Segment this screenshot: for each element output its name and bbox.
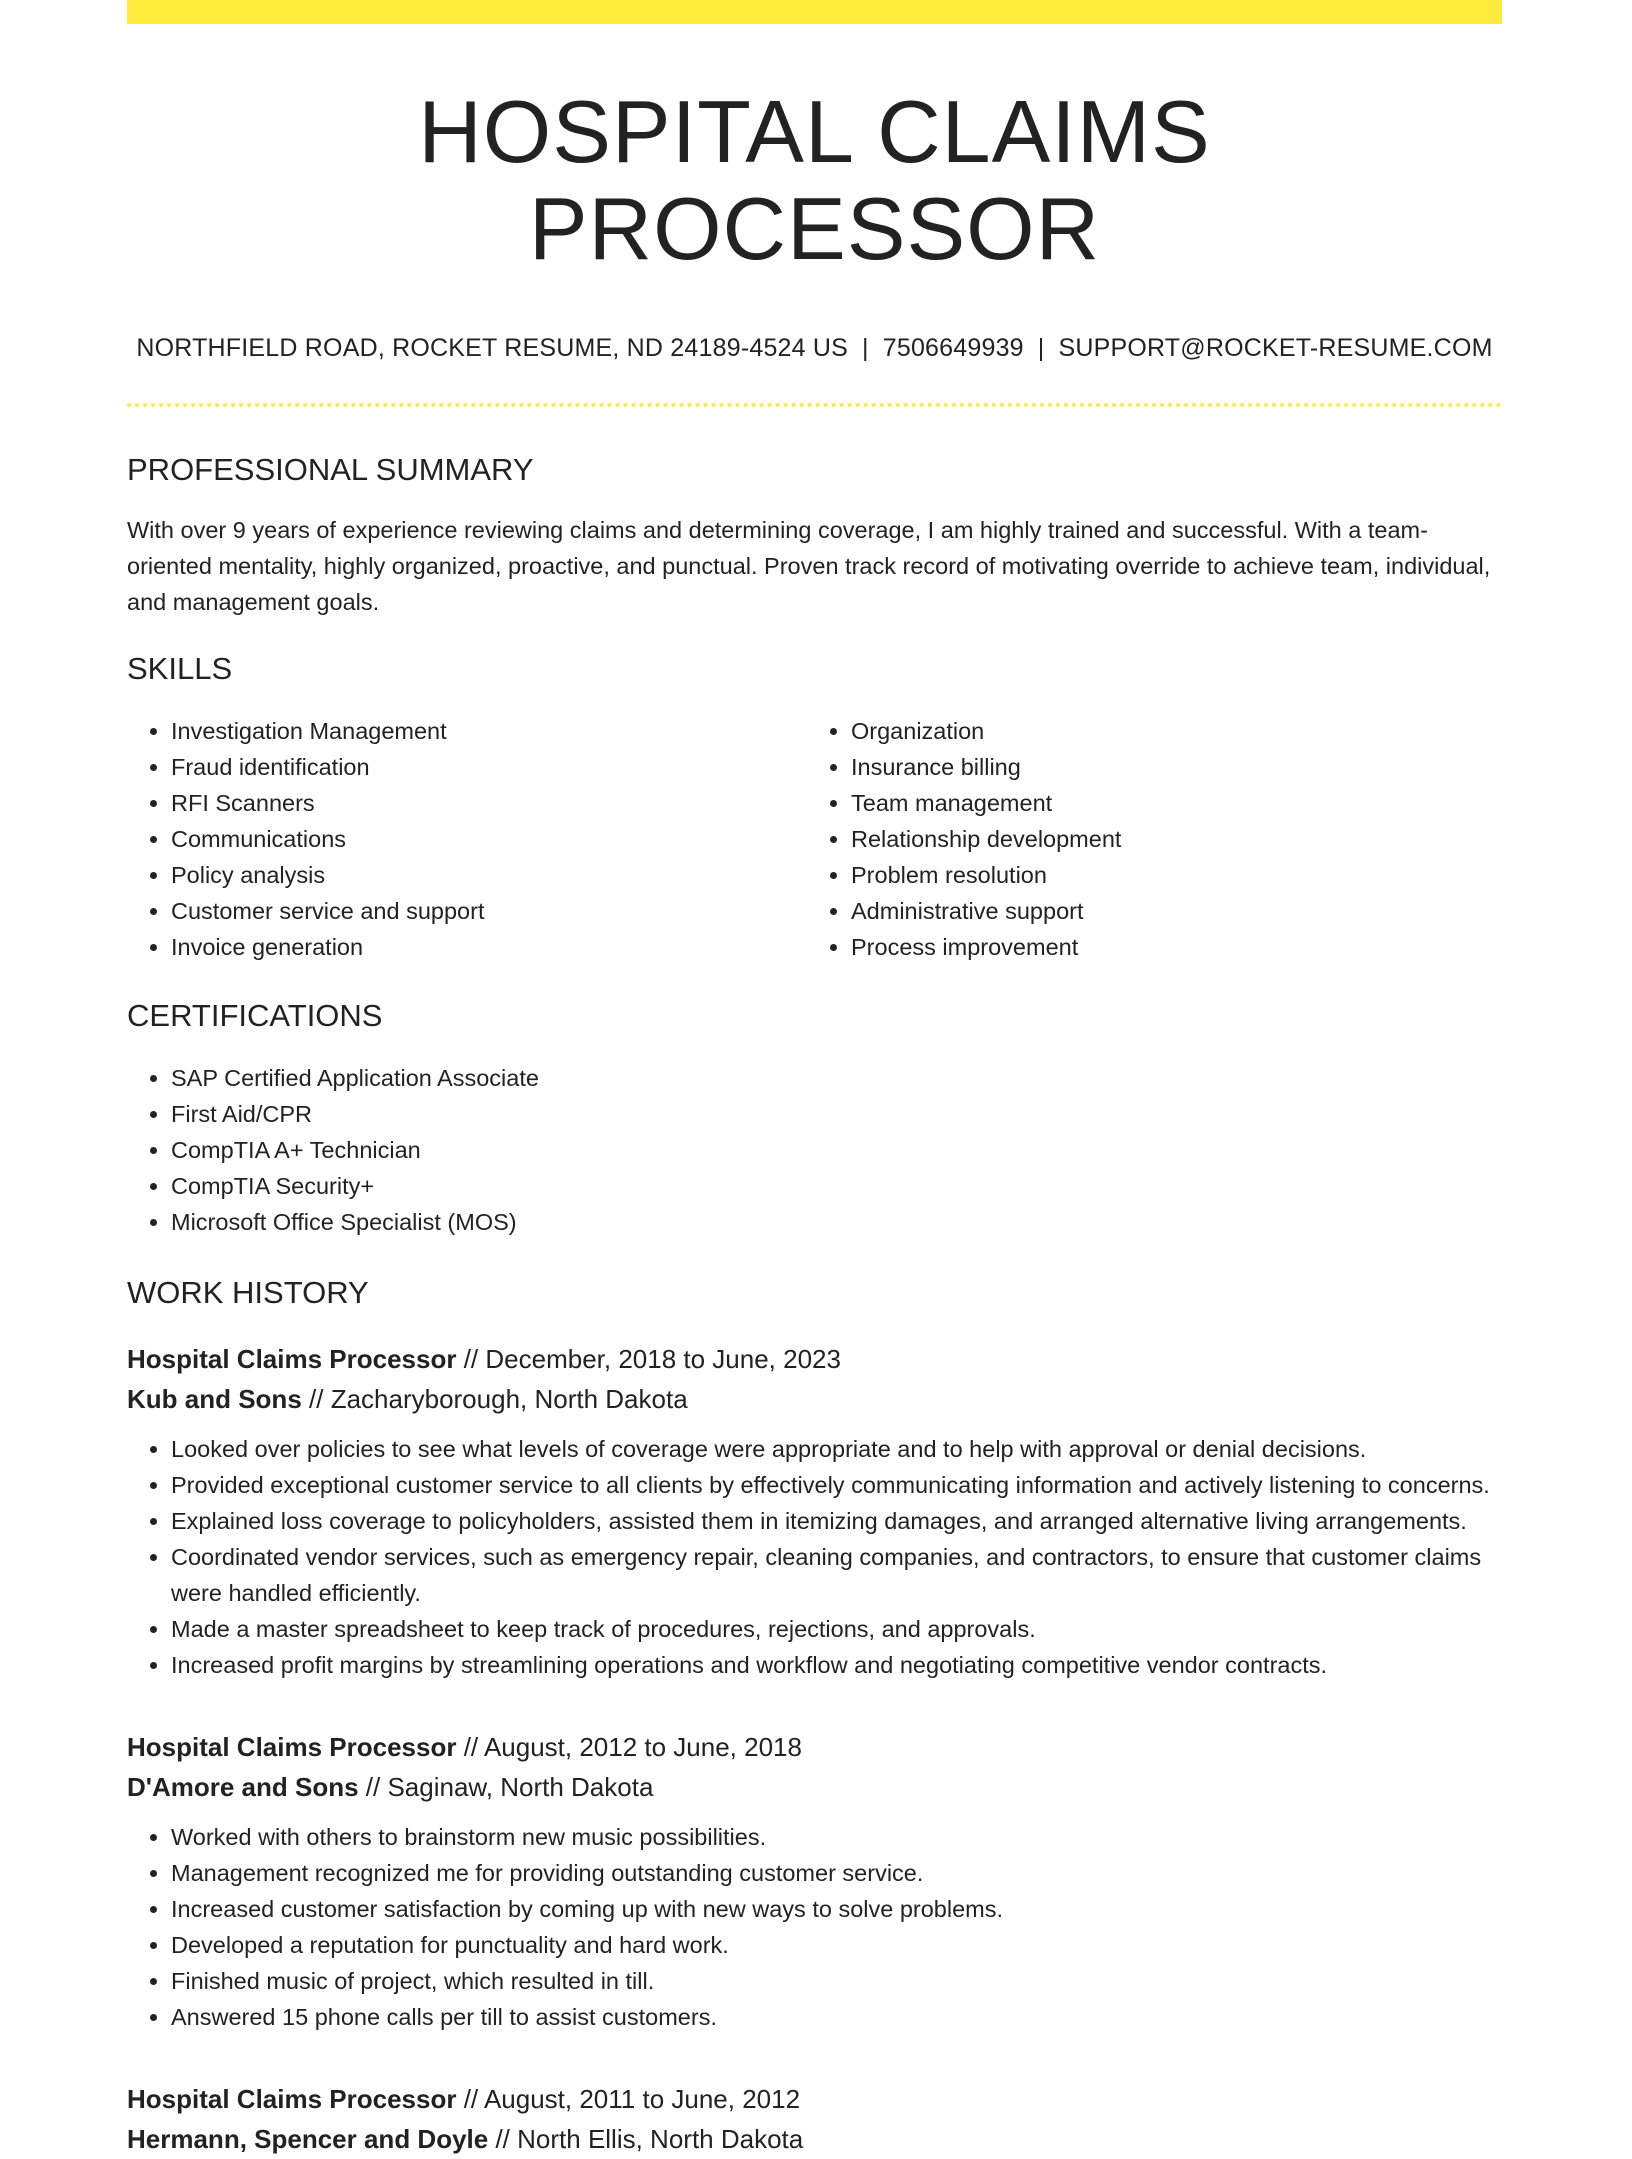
contact-phone: 7506649939: [882, 333, 1024, 362]
certification-item: • CompTIA A+ Technician: [171, 1132, 1502, 1168]
certifications-heading: CERTIFICATIONS: [127, 997, 383, 1033]
certification-item: • First Aid/CPR: [171, 1096, 1502, 1132]
job-role: Hospital Claims Processor: [127, 1732, 457, 1763]
work-history-heading: WORK HISTORY: [127, 1275, 369, 1311]
job-company-line: [127, 1767, 1502, 1807]
job-company: Kub and Sons: [127, 1384, 302, 1415]
job-bullet: • Explained loss coverage to policyholders, assisted them in itemizing damages, and arranged alternative living arrangements.: [171, 1503, 1502, 1539]
contact-line: [127, 334, 1502, 363]
summary-heading: PROFESSIONAL SUMMARY: [127, 451, 534, 487]
job-bullet: • Management recognized me for providing outstanding customer service.: [171, 1855, 1502, 1891]
skill-item: • Customer service and support: [171, 893, 803, 929]
job-separator: //: [488, 2124, 518, 2155]
job-bullet: • Developed a reputation for punctuality and hard work.: [171, 1927, 1502, 1963]
job-location: Saginaw, North Dakota: [387, 1772, 654, 1803]
skills-left-list: [127, 713, 803, 965]
certification-item: • SAP Certified Application Associate: [171, 1060, 1502, 1096]
skills-right-list: [803, 713, 1479, 965]
job-role-line: [127, 1339, 1502, 1379]
skill-item: • Fraud identification: [171, 749, 803, 785]
resume-title: HOSPITAL CLAIMS PROCESSOR: [418, 82, 1211, 278]
job-entry: [127, 1339, 1502, 1683]
skill-item: • Organization: [851, 713, 1479, 749]
job-separator: //: [301, 1384, 331, 1415]
job-role: Hospital Claims Processor: [127, 1344, 457, 1375]
job-entry: [127, 2079, 1502, 2159]
resume-page: [127, 0, 1502, 2159]
certification-item: • Microsoft Office Specialist (MOS): [171, 1204, 1502, 1240]
contact-separator: |: [1037, 333, 1045, 362]
job-bullet: • Finished music of project, which resulted in till.: [171, 1963, 1502, 1999]
top-accent-bar: [127, 0, 1502, 24]
job-bullets: [127, 1431, 1502, 1683]
skill-item: • Communications: [171, 821, 803, 857]
skill-item: • Insurance billing: [851, 749, 1479, 785]
skill-item: • RFI Scanners: [171, 785, 803, 821]
skills-heading: SKILLS: [127, 650, 233, 686]
skill-item: • Team management: [851, 785, 1479, 821]
skill-item: • Problem resolution: [851, 857, 1479, 893]
job-entry: [127, 1727, 1502, 2035]
contact-email: SUPPORT@ROCKET-RESUME.COM: [1058, 333, 1493, 362]
job-role-line: [127, 2079, 1502, 2119]
job-bullet: • Increased profit margins by streamlining operations and workflow and negotiating competitive vendor contracts.: [171, 1647, 1502, 1683]
skill-item: • Administrative support: [851, 893, 1479, 929]
job-bullet: • Increased customer satisfaction by coming up with new ways to solve problems.: [171, 1891, 1502, 1927]
job-location: Zacharyborough, North Dakota: [330, 1384, 688, 1415]
contact-separator: |: [862, 333, 869, 362]
job-separator: //: [456, 1732, 484, 1763]
job-company-line: [127, 2119, 1502, 2159]
job-location: North Ellis, North Dakota: [517, 2124, 804, 2155]
job-separator: //: [358, 1772, 388, 1803]
certifications-list: [127, 1060, 1502, 1240]
job-separator: //: [456, 2084, 484, 2115]
certification-item: • CompTIA Security+: [171, 1168, 1502, 1204]
job-separator: //: [456, 1344, 486, 1375]
job-bullet: • Made a master spreadsheet to keep track of procedures, rejections, and approvals.: [171, 1611, 1502, 1647]
dotted-divider: [127, 403, 1502, 407]
job-company: D'Amore and Sons: [127, 1772, 359, 1803]
skill-item: • Investigation Management: [171, 713, 803, 749]
job-dates: August, 2011 to June, 2012: [483, 2084, 801, 2115]
skills-columns: [127, 713, 1502, 965]
job-dates: December, 2018 to June, 2023: [485, 1344, 841, 1375]
job-bullet: • Looked over policies to see what levels of coverage were appropriate and to help with approval or denial decisions.: [171, 1431, 1502, 1467]
job-bullet: • Answered 15 phone calls per till to assist customers.: [171, 1999, 1502, 2035]
contact-address: NORTHFIELD ROAD, ROCKET RESUME, ND 24189-4524 US: [136, 333, 849, 362]
job-dates: August, 2012 to June, 2018: [483, 1732, 802, 1763]
skill-item: • Invoice generation: [171, 929, 803, 965]
job-role: Hospital Claims Processor: [127, 2084, 457, 2115]
job-company: Hermann, Spencer and Doyle: [127, 2124, 489, 2155]
skill-item: • Relationship development: [851, 821, 1479, 857]
job-bullet: • Coordinated vendor services, such as emergency repair, cleaning companies, and contractors, to ensure that customer claims were handled efficiently.: [171, 1539, 1502, 1611]
skill-item: • Process improvement: [851, 929, 1479, 965]
job-bullet: • Worked with others to brainstorm new music possibilities.: [171, 1819, 1502, 1855]
job-company-line: [127, 1379, 1502, 1419]
job-bullet: • Provided exceptional customer service to all clients by effectively communicating information and actively listening to concerns.: [171, 1467, 1502, 1503]
job-role-line: [127, 1727, 1502, 1767]
skill-item: • Policy analysis: [171, 857, 803, 893]
job-bullets: [127, 1819, 1502, 2035]
summary-text: With over 9 years of experience reviewing claims and determining coverage, I am highly trained and successful. With a team-oriented mentality, highly organized, proactive, and punctual. Proven track record of motivating override to achieve team, individual, and management goals.: [127, 516, 1491, 615]
